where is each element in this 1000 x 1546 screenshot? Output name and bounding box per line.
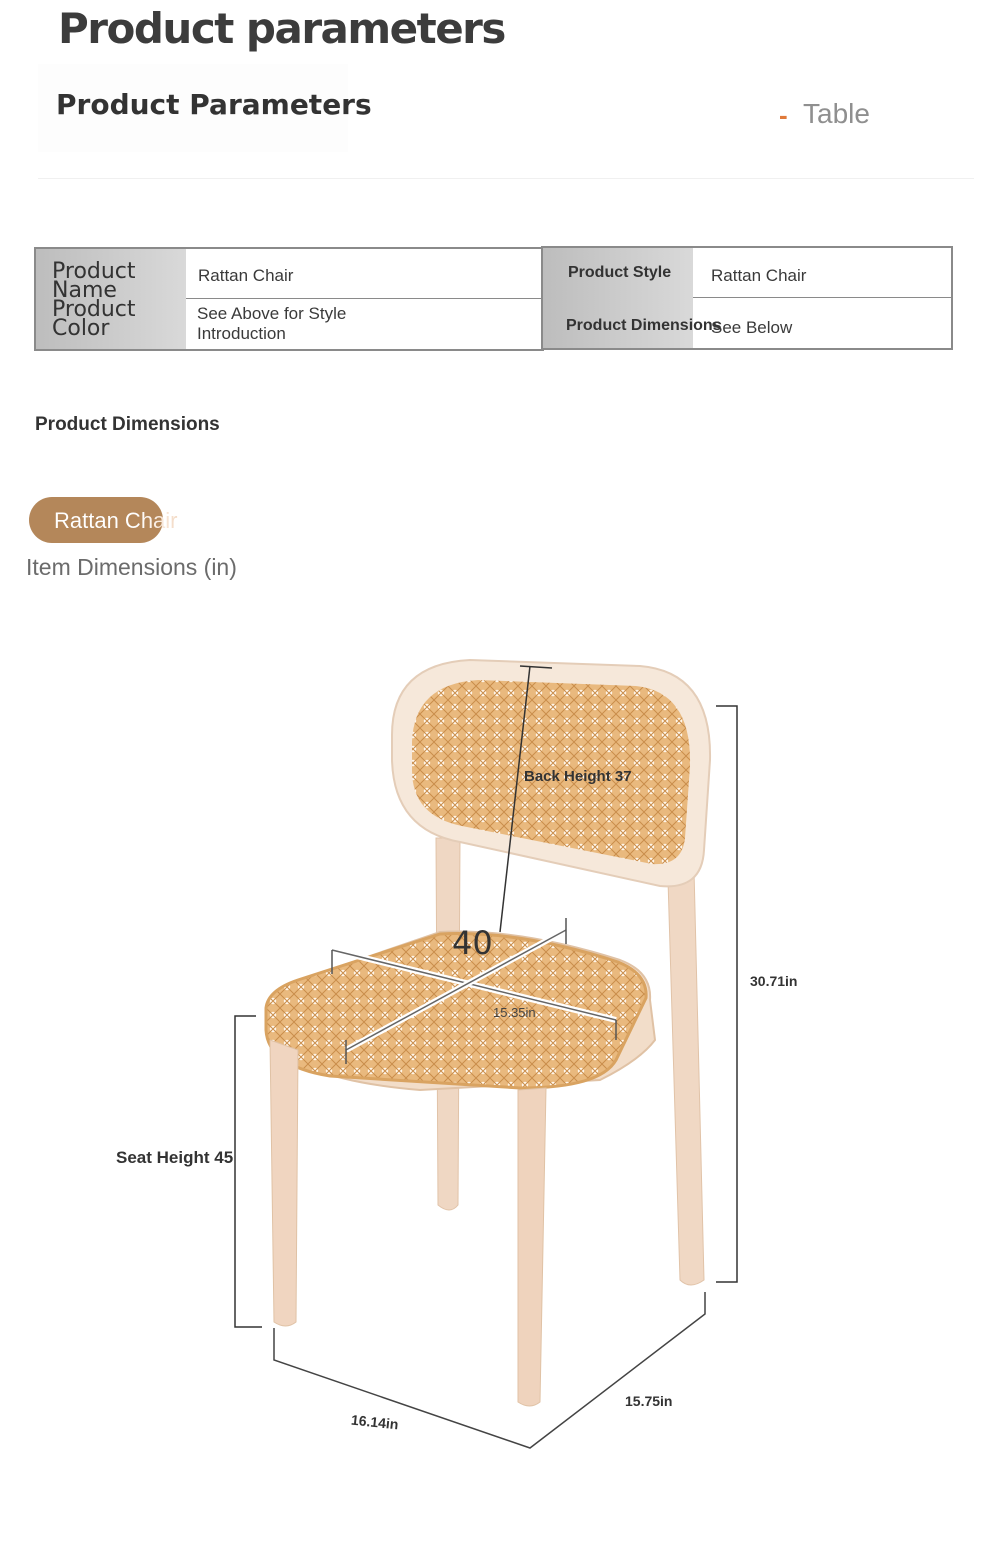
value-line: See Above for Style <box>197 304 347 323</box>
seat-depth-label: 15.35in <box>493 1005 536 1020</box>
seat-width-value: 40 <box>452 924 493 962</box>
params-table-right <box>541 246 953 350</box>
depth-label: 15.75in <box>625 1393 673 1409</box>
dimensions-heading: Product Dimensions <box>35 414 220 435</box>
footprint-lines <box>274 1292 705 1448</box>
width-label: 16.14in <box>350 1411 400 1433</box>
label-product-name <box>52 259 136 341</box>
seat-height-label: Seat Height 45 <box>116 1148 234 1167</box>
chair-back-leg-right <box>668 870 704 1285</box>
value-product-dimensions: See Below <box>711 318 793 337</box>
value-line: Introduction <box>197 324 286 343</box>
value-product-color <box>197 304 346 344</box>
value-product-name: Rattan Chair <box>198 266 294 285</box>
section-title: Product Parameters <box>56 88 372 121</box>
pill-label: Rattan Chair <box>54 508 178 533</box>
label-line: Product <box>52 259 136 284</box>
row-divider <box>693 297 951 298</box>
item-dimensions-label: Item Dimensions (in) <box>26 554 237 580</box>
label-product-style: Product Style <box>568 264 672 281</box>
value-product-style: Rattan Chair <box>711 266 807 285</box>
divider <box>38 178 974 179</box>
label-line: Color <box>52 316 110 341</box>
total-height-label: 30.71in <box>750 973 798 989</box>
seat-height-bracket <box>235 1016 262 1327</box>
label-product-dimensions: Product Dimensions <box>566 317 722 334</box>
params-table-left <box>34 247 544 351</box>
chair-front-leg-right <box>518 1088 546 1406</box>
back-height-label: Back Height 37 <box>524 768 632 785</box>
tab-table[interactable]: Table <box>803 98 870 129</box>
page-title: Product parameters <box>58 4 505 53</box>
label-line: Name <box>52 278 117 303</box>
row-divider <box>186 298 542 299</box>
tab-dash: - <box>779 100 788 130</box>
total-height-bracket <box>716 706 737 1282</box>
chair-front-leg-left <box>270 1040 298 1326</box>
chair-image <box>0 620 1000 1500</box>
label-line: Product <box>52 297 136 322</box>
